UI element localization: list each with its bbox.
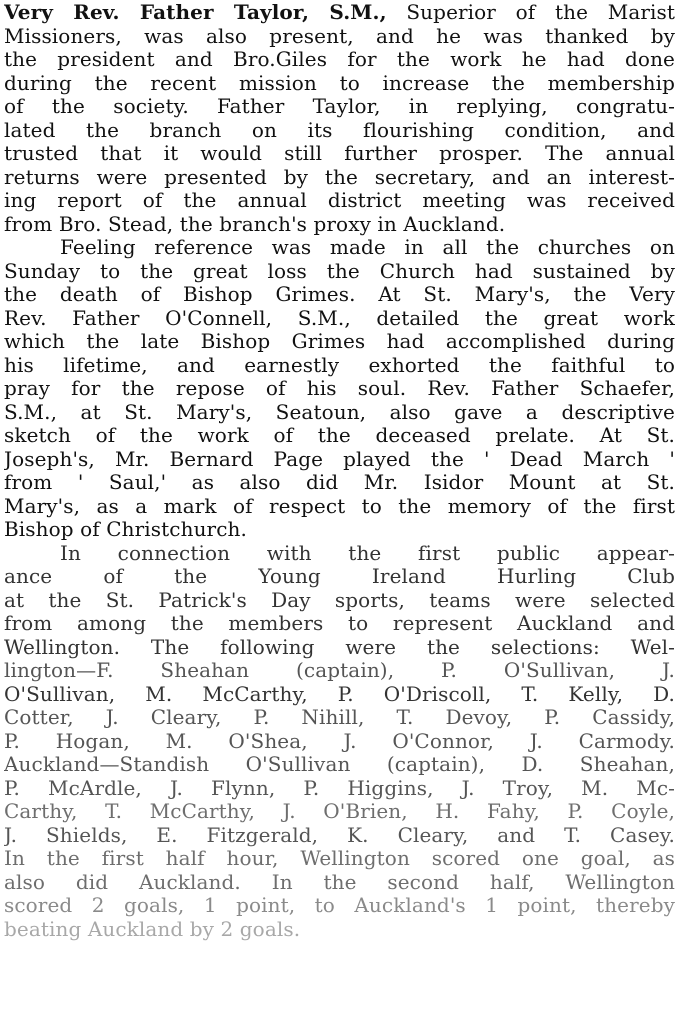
text-line: beating Auckland by 2 goals. (4, 917, 301, 941)
text-line: during the recent mission to increase the membership (4, 71, 675, 95)
text-line: Auckland—Standish O'Sullivan (captain), D. Sheahan, (4, 753, 675, 776)
text-line: the president and Bro.Giles for the work he had done (4, 48, 675, 71)
text-line (4, 1, 675, 25)
text-line: also did Auckland. In the second half, Wellington (4, 870, 675, 894)
text-line: of the society. Father Taylor, in replying, congratu- (4, 95, 675, 118)
text-line: the death of Bishop Grimes. At St. Mary's, the Very (4, 283, 675, 306)
text-line: P. McArdle, J. Flynn, P. Higgins, J. Troy, M. Mc- (4, 776, 675, 800)
text-line: Carthy, T. McCarthy, J. O'Brien, H. Fahy, P. Coyle, (4, 800, 675, 823)
text-line: ance of the Young Ireland Hurling Club (4, 565, 675, 588)
article-column (4, 1, 675, 941)
text-line: returns were presented by the secretary, and an interest- (4, 165, 675, 189)
lead-name: Very Rev. Father Taylor, S.M., (4, 1, 387, 24)
text-line: Feeling reference was made in all the churches on (60, 236, 675, 259)
text-line: from ' Saul,' as also did Mr. Isidor Mount at St. (4, 471, 675, 494)
text-line: lington—F. Sheahan (captain), P. O'Sullivan, J. (4, 659, 675, 682)
text-line: scored 2 goals, 1 point, to Auckland's 1 point, thereby (4, 894, 675, 917)
text-line: his lifetime, and earnestly exhorted the faithful to (4, 353, 675, 377)
text-line: In the first half hour, Wellington scored one goal, as (4, 847, 675, 870)
text-line: trusted that it would still further prosper. The annual (4, 142, 675, 165)
text-line: Missioners, was also present, and he was thanked by (4, 24, 675, 48)
text-line: In connection with the first public appear- (60, 541, 675, 565)
paragraph-marist-missioners (4, 1, 675, 236)
paragraph-hurling-club (4, 542, 675, 942)
text-line: Cotter, J. Cleary, P. Nihill, T. Devoy, P. Cassidy, (4, 706, 675, 729)
text-line: sketch of the work of the deceased prelate. At St. (4, 424, 675, 447)
text-line: Joseph's, Mr. Bernard Page played the ' Dead March ' (4, 447, 675, 471)
text-line: pray for the repose of his soul. Rev. Father Schaefer, (4, 377, 675, 400)
text-line: from among the members to represent Auckland and (4, 612, 675, 635)
text-line: at the St. Patrick's Day sports, teams were selected (4, 588, 675, 612)
text-line: lated the branch on its flourishing condition, and (4, 118, 675, 142)
text-line: S.M., at St. Mary's, Seatoun, also gave a descriptive (4, 400, 675, 424)
text-line: ing report of the annual district meeting was received (4, 189, 675, 212)
text-line: Wellington. The following were the selections: Wel- (4, 635, 675, 659)
text-line: which the late Bishop Grimes had accomplished during (4, 330, 675, 353)
text-line: Mary's, as a mark of respect to the memory of the first (4, 494, 675, 518)
line-text: Superior of the Marist (386, 1, 675, 24)
text-line: from Bro. Stead, the branch's proxy in Auckland. (4, 212, 506, 236)
text-line: O'Sullivan, M. McCarthy, P. O'Driscoll, T. Kelly, D. (4, 682, 675, 706)
paragraph-bishop-grimes (4, 236, 675, 542)
text-line: P. Hogan, M. O'Shea, J. O'Connor, J. Carmody. (4, 729, 675, 753)
text-line: Rev. Father O'Connell, S.M., detailed the great work (4, 306, 675, 330)
text-line: Sunday to the great loss the Church had sustained by (4, 259, 675, 283)
text-line: Bishop of Christchurch. (4, 518, 247, 541)
text-line: J. Shields, E. Fitzgerald, K. Cleary, and T. Casey. (4, 823, 675, 847)
